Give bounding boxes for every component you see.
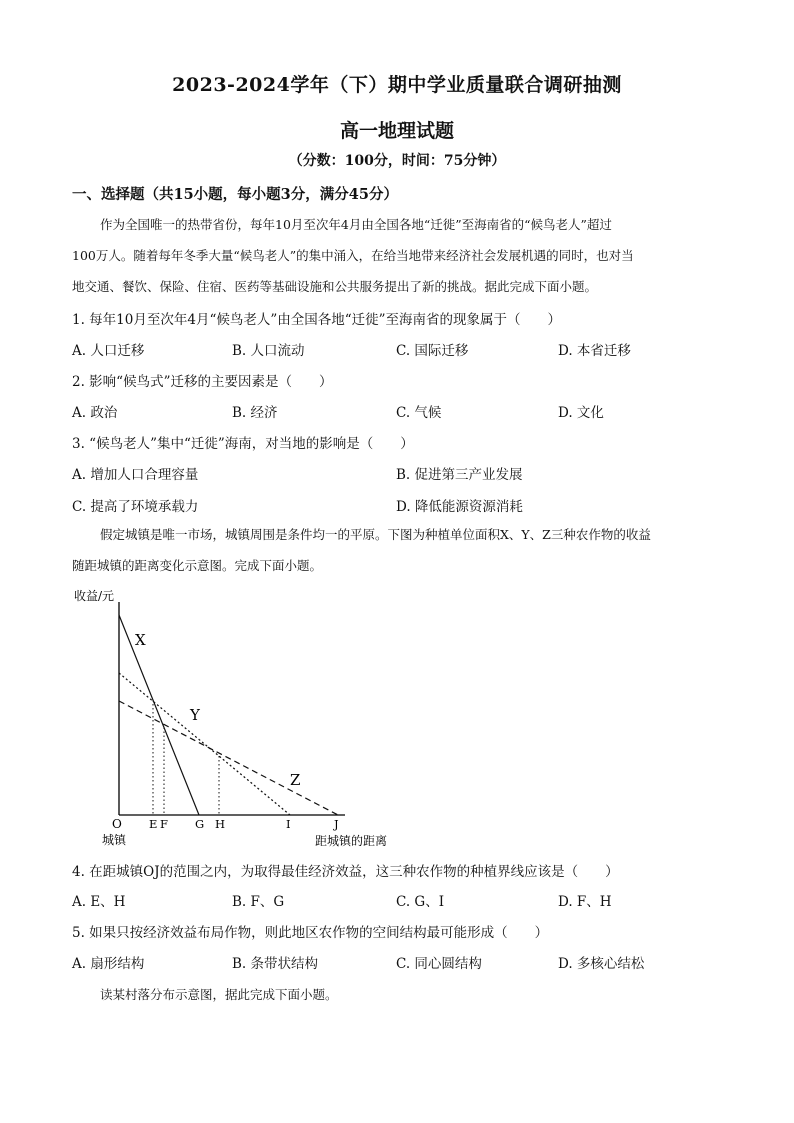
passage-line: 作为全国唯一的热带省份，每年10月至次年4月由全国各地“迁徙”至海南省的“候鸟老人”超过 [100, 217, 612, 232]
x-tick-i: I [286, 817, 291, 831]
series-x-line [119, 615, 199, 815]
question-5-stem: 5. 如果只按经济效益布局作物，则此地区农作物的空间结构最可能形成（ ） [72, 925, 549, 941]
x-tick-f: F [160, 817, 168, 831]
option-d[interactable]: D. 本省迁移 [558, 343, 631, 359]
option-a[interactable]: A. 增加人口合理容量 [72, 467, 199, 483]
option-b[interactable]: B. F、G [232, 894, 285, 910]
series-z-line [119, 701, 338, 815]
section-title: 一、选择题（共15小题，每小题3分，满分45分） [72, 186, 398, 203]
question-3-stem: 3. “候鸟老人”集中“迁徙”海南，对当地的影响是（ ） [72, 436, 414, 452]
option-a[interactable]: A. 人口迁移 [72, 343, 145, 359]
series-x-label: X [135, 631, 146, 649]
option-b[interactable]: B. 促进第三产业发展 [396, 467, 523, 483]
passage-1 [72, 209, 722, 302]
question-2-stem: 2. 影响“候鸟式”迁移的主要因素是（ ） [72, 374, 333, 390]
passage-3 [72, 979, 722, 1010]
x-tick-e: E [149, 817, 158, 831]
exam-subtitle: 高一地理试题 [339, 120, 454, 142]
passage-2 [72, 519, 722, 581]
option-b[interactable]: B. 人口流动 [232, 343, 305, 359]
question-4-stem: 4. 在距城镇OJ的范围之内，为取得最佳经济效益，这三种农作物的种植界线应该是（ ） [72, 864, 619, 880]
option-c[interactable]: C. 同心圆结构 [396, 956, 482, 972]
question-1-stem: 1. 每年10月至次年4月“候鸟老人”由全国各地“迁徙”至海南省的现象属于（ ） [72, 312, 562, 328]
crop-revenue-chart [0, 580, 420, 855]
x-tick-j: J [334, 817, 339, 831]
option-a[interactable]: A. 政治 [72, 405, 118, 421]
passage-line: 100万人。随着每年冬季大量“候鸟老人”的集中涌入，在给当地带来经济社会发展机遇的同时，也对当 [72, 248, 634, 263]
option-b[interactable]: B. 经济 [232, 405, 278, 421]
exam-meta: （分数：100分，时间：75分钟） [288, 153, 506, 169]
series-y-line [119, 673, 290, 815]
passage-line: 读某村落分布示意图，据此完成下面小题。 [100, 987, 338, 1002]
option-d[interactable]: D. F、H [558, 894, 612, 910]
option-c[interactable]: C. G、I [396, 894, 445, 910]
series-y-label: Y [190, 706, 200, 724]
x-axis-label: 距城镇的距离 [315, 834, 388, 848]
option-d[interactable]: D. 降低能源资源消耗 [396, 499, 523, 515]
option-d[interactable]: D. 文化 [558, 405, 604, 421]
origin-label: O [112, 817, 122, 831]
y-axis-label: 收益/元 [74, 589, 115, 603]
exam-title: 2023-2024学年（下）期中学业质量联合调研抽测 [172, 74, 622, 96]
option-b[interactable]: B. 条带状结构 [232, 956, 319, 972]
passage-line: 随距城镇的距离变化示意图。完成下面小题。 [72, 558, 323, 573]
option-c[interactable]: C. 提高了环境承载力 [72, 499, 199, 515]
option-c[interactable]: C. 国际迁移 [396, 343, 469, 359]
origin-name: 城镇 [102, 833, 127, 847]
x-tick-g: G [195, 817, 205, 831]
option-a[interactable]: A. E、H [72, 894, 126, 910]
option-a[interactable]: A. 扇形结构 [72, 956, 145, 972]
passage-line: 假定城镇是唯一市场，城镇周围是条件均一的平原。下图为种植单位面积X、Y、Z三种农作物的收益 [100, 527, 651, 542]
option-d[interactable]: D. 多核心结松 [558, 956, 645, 972]
x-tick-h: H [215, 817, 226, 831]
series-z-label: Z [290, 771, 301, 789]
passage-line: 地交通、餐饮、保险、住宿、医药等基础设施和公共服务提出了新的挑战。据此完成下面小题。 [72, 279, 598, 294]
option-c[interactable]: C. 气候 [396, 405, 442, 421]
